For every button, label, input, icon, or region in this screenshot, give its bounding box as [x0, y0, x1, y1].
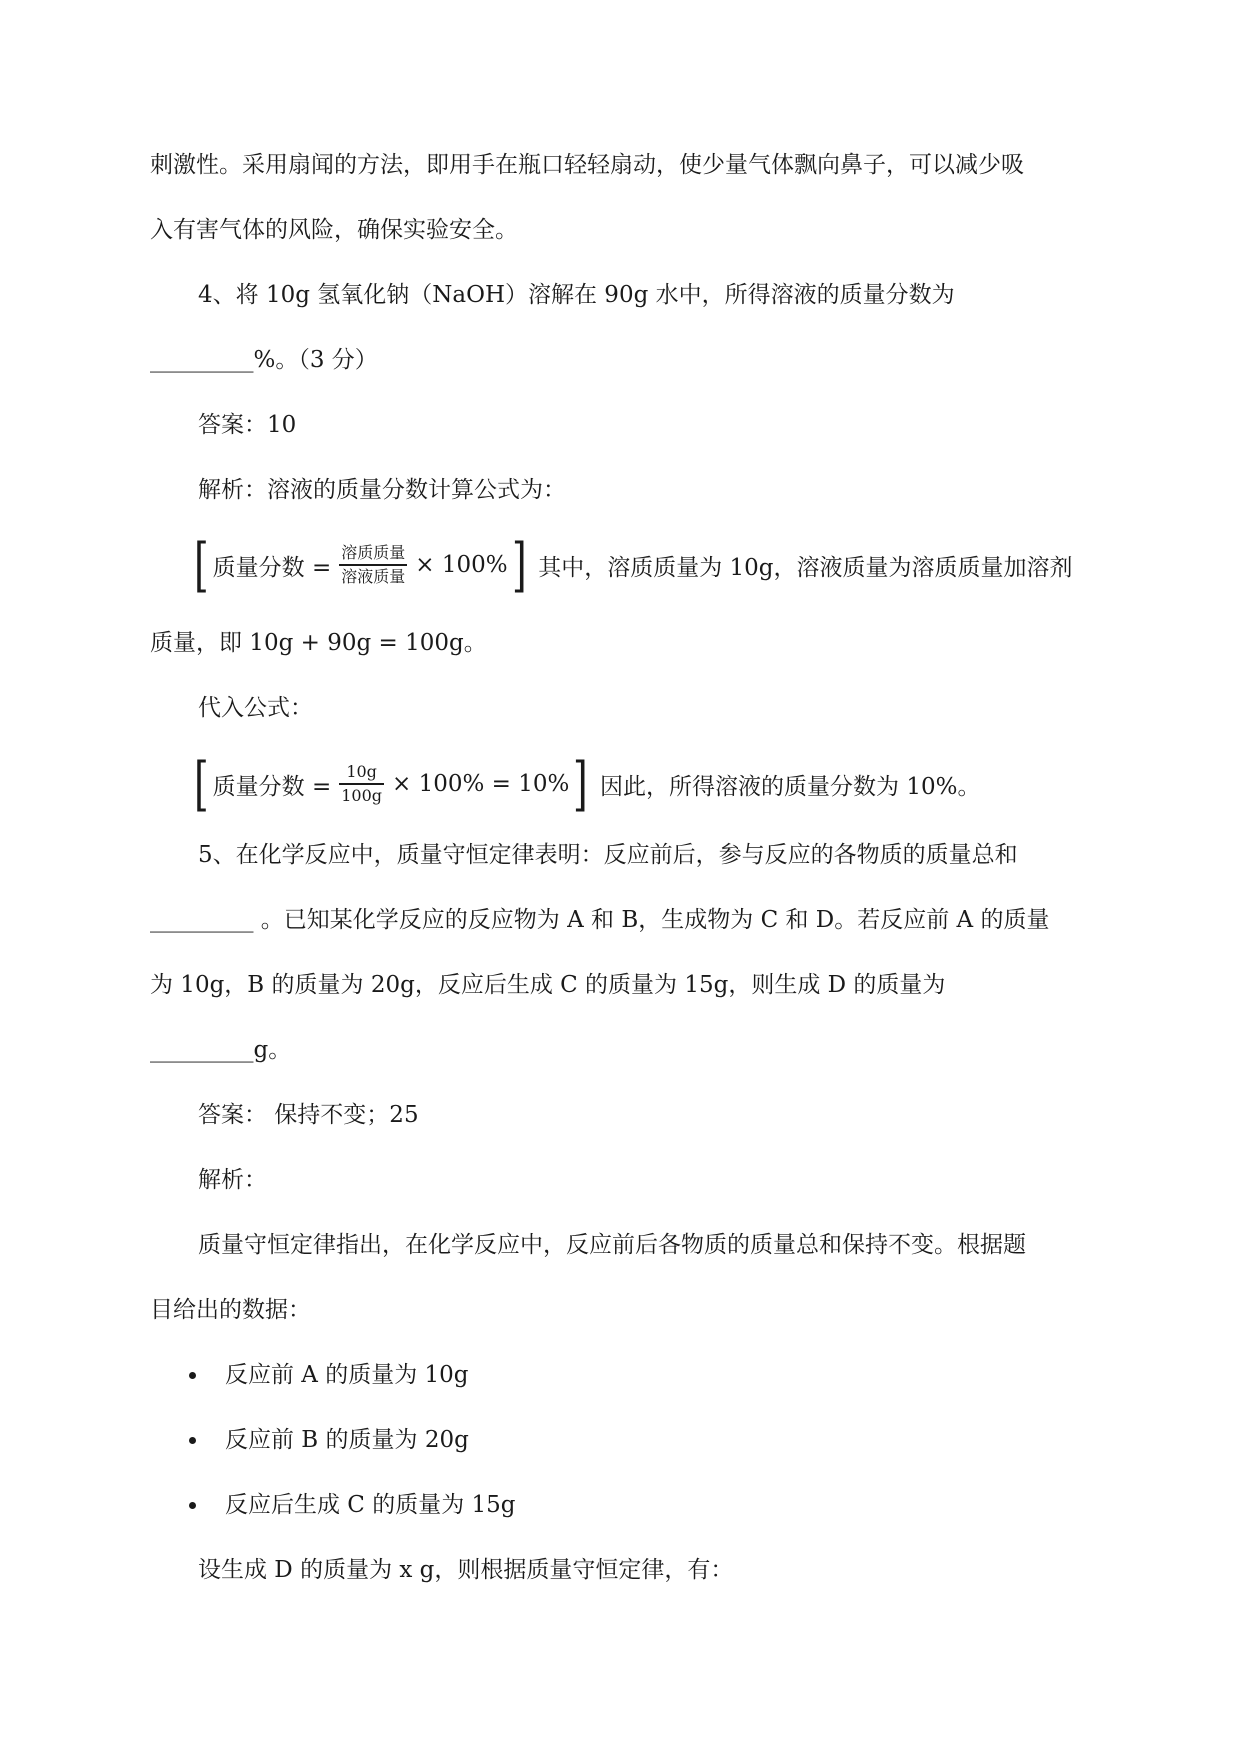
formula-trailing-text: 因此，所得溶液的质量分数为 10%。	[600, 773, 981, 800]
left-bracket: [	[193, 531, 209, 599]
question-4-blank: _________%。（3 分）	[150, 347, 378, 373]
substituted-formula	[190, 747, 980, 821]
bullet-icon	[189, 1372, 196, 1379]
question-4-answer: 答案：10	[198, 412, 297, 438]
right-bracket: ]	[573, 750, 589, 818]
fraction-numerator: 10g	[346, 762, 377, 782]
question-5-blank: _________g。	[150, 1037, 292, 1063]
right-bracket: ]	[511, 531, 527, 599]
mass-fraction-formula	[190, 528, 1073, 602]
bullet-icon	[189, 1502, 196, 1509]
formula-rhs: × 100%	[415, 552, 508, 578]
bullet-icon	[189, 1437, 196, 1444]
question-5-text: _________ 。已知某化学反应的反应物为 A 和 B，生成物为 C 和 D。若反应前 A 的质量	[150, 907, 1050, 933]
paragraph-line: 入有害气体的风险，确保实验安全。	[150, 217, 518, 243]
formula-fraction	[339, 762, 384, 806]
question-5-text: 5、在化学反应中，质量守恒定律表明：反应前后，参与反应的各物质的质量总和	[198, 842, 1018, 868]
list-item: 反应前 B 的质量为 20g	[225, 1427, 469, 1453]
question-4-text: 4、将 10g 氢氧化钠（NaOH）溶解在 90g 水中，所得溶液的质量分数为	[198, 282, 955, 308]
paragraph-line: 刺激性。采用扇闻的方法，即用手在瓶口轻轻扇动，使少量气体飘向鼻子，可以减少吸	[150, 152, 1024, 178]
substitute-label: 代入公式：	[198, 695, 313, 721]
paragraph-line: 质量守恒定律指出，在化学反应中，反应前后各物质的质量总和保持不变。根据题	[198, 1232, 1026, 1258]
question-5-answer: 答案： 保持不变；25	[198, 1102, 419, 1128]
fraction-denominator: 溶液质量	[341, 566, 406, 586]
paragraph-line: 质量，即 10g + 90g = 100g。	[150, 630, 487, 656]
paragraph-line: 目给出的数据：	[150, 1297, 311, 1323]
paragraph-line: 设生成 D 的质量为 x g，则根据质量守恒定律，有：	[198, 1557, 734, 1583]
question-5-analysis-heading: 解析：	[198, 1167, 267, 1193]
formula-trailing-text: 其中，溶质质量为 10g，溶液质量为溶质质量加溶剂	[538, 554, 1073, 581]
formula-lhs: 质量分数 =	[212, 773, 332, 800]
formula-lhs: 质量分数 =	[212, 554, 332, 581]
list-item: 反应后生成 C 的质量为 15g	[225, 1492, 516, 1518]
question-5-text: 为 10g，B 的质量为 20g，反应后生成 C 的质量为 15g，则生成 D 的质量为	[150, 972, 946, 998]
fraction-bar	[339, 783, 384, 785]
left-bracket: [	[193, 750, 209, 818]
list-item: 反应前 A 的质量为 10g	[225, 1362, 469, 1388]
formula-rhs: × 100% = 10%	[392, 771, 570, 797]
formula-fraction	[339, 543, 407, 587]
fraction-denominator: 100g	[341, 785, 383, 805]
question-4-analysis-heading: 解析：溶液的质量分数计算公式为：	[198, 477, 566, 503]
fraction-numerator: 溶质质量	[341, 543, 406, 563]
fraction-bar	[339, 564, 407, 566]
